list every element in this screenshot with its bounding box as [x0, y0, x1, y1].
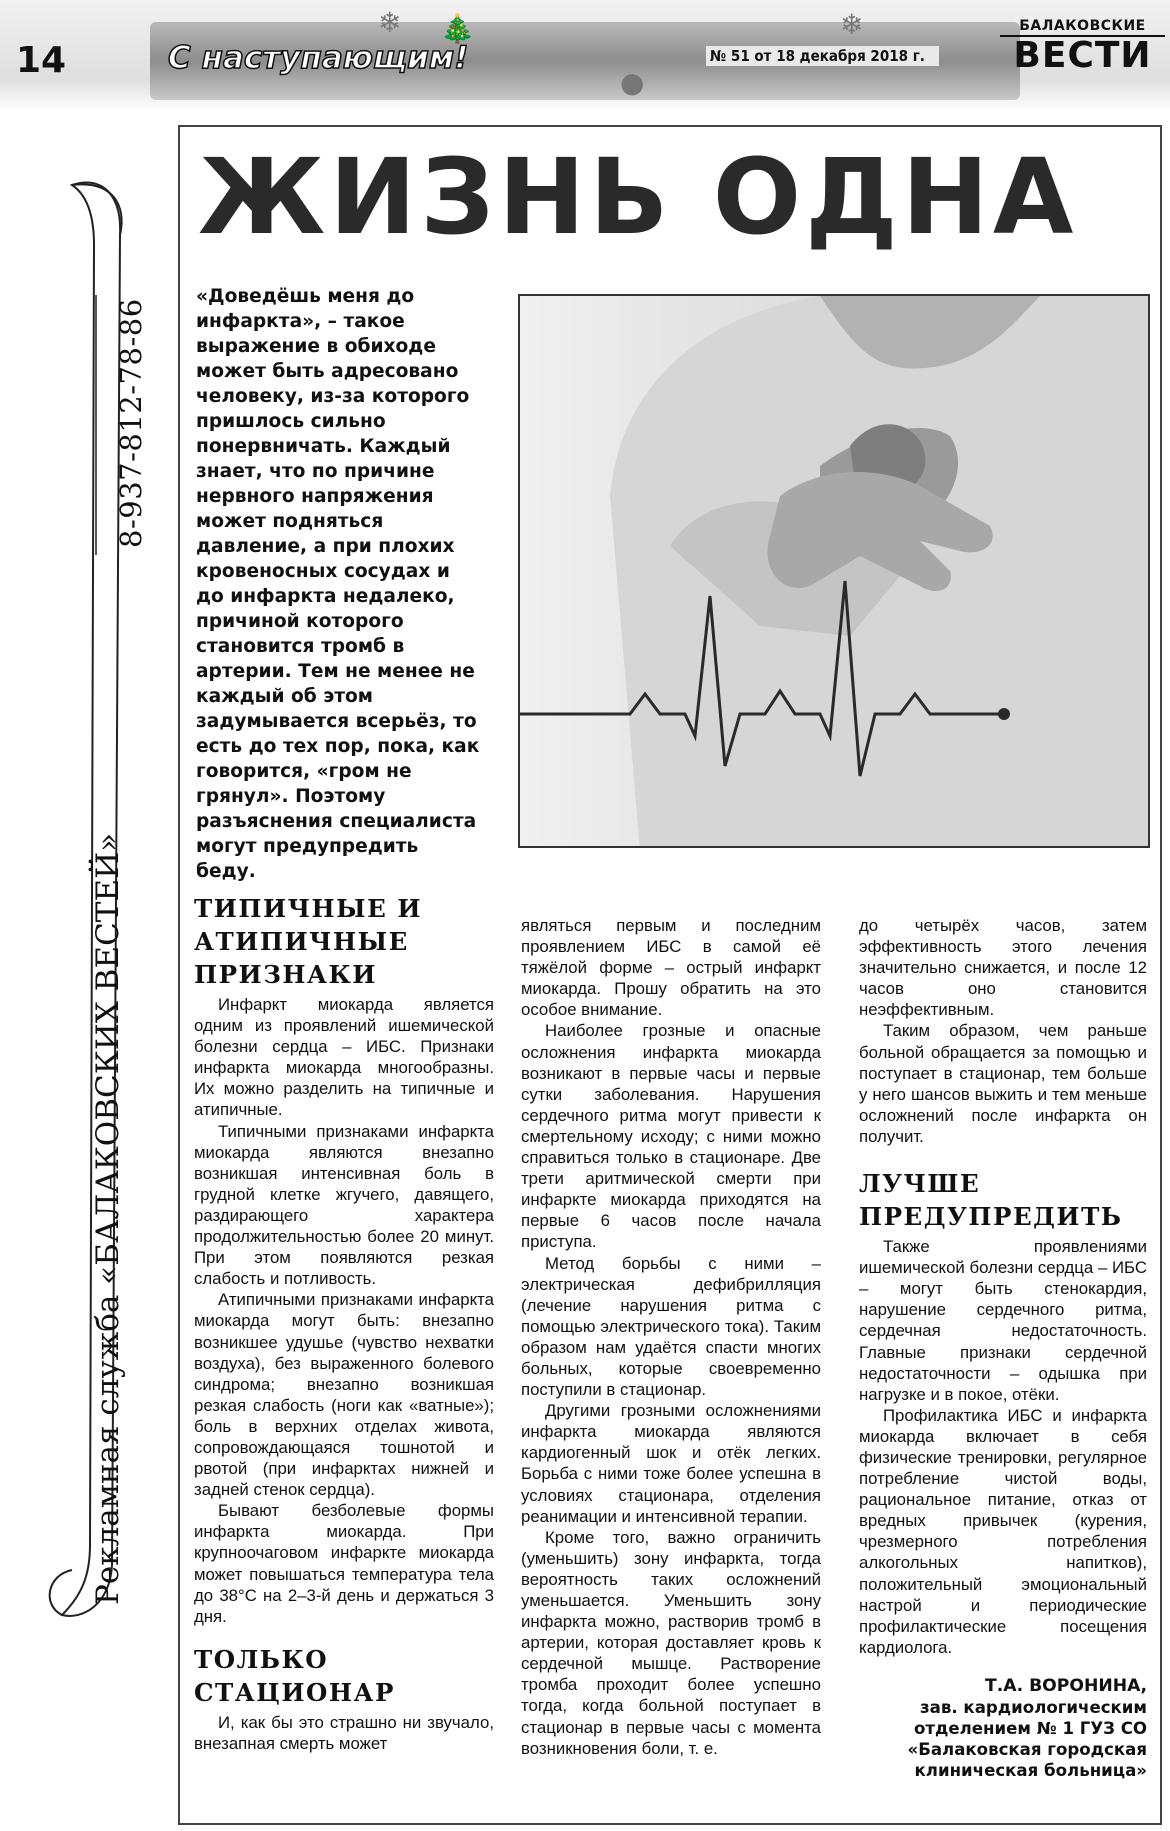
article-column-1: [194, 892, 494, 1754]
subhead-prevention: ЛУЧШЕ ПРЕДУПРЕДИТЬ: [859, 1169, 1123, 1232]
paragraph: И, как бы это страшно ни звучало, внезапная смерть может: [194, 1712, 494, 1753]
ad-service-label: Рекламная служба «БАЛАКОВСКИХ ВЕСТЕЙ»: [90, 832, 126, 1605]
paragraph: Наиболее грозные и опасные осложнения инфаркта миокарда возникают в первые часы и первые сутки заболевания. Нарушения сердечного ритма могут привести к смертельному исходу; с ними можно справиться только в стационаре. Две трети аритмической смерти при инфаркте миокарда приходятся на первые 6 часов после начала приступа.: [521, 1021, 821, 1252]
paragraph: Кроме того, важно ограничить (уменьшить) зону инфаркта, тогда вероятность таких осложнений уменьшается. Уменьшить зону инфаркта можно, растворив тромб в артерии, которая доставляет кровь к сердечной мышце. Растворение тромба проходит более успешно тогда, когда больной поступает в стационар в первые часы с момента возникновения боли, т. е.: [521, 1527, 821, 1758]
lead-paragraph: «Доведёшь меня до инфаркта», – такое выражение в обиходе может быть адресовано человеку, из-за которого пришлось сильно понервничать. Каждый знает, что по причине нервного напряжения может подняться давление, а при плохих кровеносных сосудах и до инфаркта недалеко, причиной которого становится тромб в артерии. Тем не менее не каждый об этом задумывается всерьёз, то есть до тех пор, пока, как говорится, «гром не грянул». Поэтому разъяснения специалиста могут предупредить беду.: [196, 286, 480, 882]
heart-attack-illustration: [520, 296, 1150, 848]
snowflake-icon: ❄: [840, 8, 864, 41]
article-column-2: [521, 915, 821, 1759]
page-number: 14: [16, 40, 67, 81]
paragraph: Также проявлениями ишемической болезни сердца – ИБС – могут быть стенокардия, нарушение сердечного ритма, сердечная недостаточность. Главные признаки сердечной недостаточности – одышка при нагрузке и в покое, отёки.: [859, 1237, 1147, 1404]
paragraph: Другими грозными осложнениями инфаркта миокарда являются кардиогенный шок и отёк легких. Борьба с ними тоже более успешна в условиях стационара, отделения реанимации и интенсивной терапии.: [521, 1401, 821, 1526]
snowflake-icon: ❄: [378, 6, 402, 39]
page-header: [0, 0, 1170, 112]
paragraph: до четырёх часов, затем эффективность этого лечения значительно снижается, и после 12 часов оно становится неэффективным.: [859, 916, 1147, 1020]
newspaper-logo: [1000, 18, 1165, 75]
logo-main-line: ВЕСТИ: [1013, 35, 1152, 76]
logo-top-line: БАЛАКОВСКИЕ: [1000, 18, 1165, 37]
article-headline: ЖИЗНЬ ОДНА: [198, 136, 1078, 258]
paragraph: Бывают безболевые формы инфаркта миокарда. При крупноочаговом инфаркте миокарда может повышаться температура тела до 38°С на 2–3-й день и держаться 3 дня.: [194, 1501, 494, 1626]
tree-icon: 🎄: [440, 12, 475, 45]
paragraph: Профилактика ИБС и инфаркта миокарда включает в себя физические тренировки, регулярное потребление чистой воды, рациональное питание, отказ от вредных привычек (курения, чрезмерного потребления алкогольных напитков), положительный эмоциональный настрой и периодические профилактические посещения кардиолога.: [859, 1405, 1147, 1657]
paragraph: Типичными признаками инфаркта миокарда являются внезапно возникшая интенсивная боль в грудной клетке жгучего, давящего, раздирающего характера продолжительностью более 20 минут. При этом появляются резкая слабость и потливость.: [194, 1121, 494, 1289]
article-photo: [518, 294, 1150, 848]
holiday-greeting: С наступающим!: [168, 40, 469, 76]
paragraph: являться первым и последним проявлением ИБС в самой её тяжёлой форме – острый инфаркт миокарда. Прошу обратить на это особое внимание.: [521, 916, 821, 1020]
author-name: Т.А. ВОРОНИНА,: [985, 1675, 1147, 1696]
article-lead: [196, 284, 481, 884]
ad-phone: 8-937-812-78-86: [114, 298, 148, 548]
article-column-3: [859, 915, 1147, 1781]
paragraph: Атипичными признаками инфаркта миокарда могут быть: внезапно возникшее удушье (чувство нехватки воздуха), без выраженного болевого синдрома; внезапно возникшая резкая слабость (ноги как «ватные»); боль в верхних отделах живота, сопровождающаяся тошнотой и рвотой (при инфарктах нижней и задней стенок сердца).: [194, 1290, 494, 1500]
author-title: зав. кардиологическим отделением № 1 ГУЗ СО «Балаковская городская клиническая больница»: [907, 1697, 1147, 1780]
issue-info: № 51 от 18 декабря 2018 г.: [706, 46, 939, 66]
subhead-symptoms: ТИПИЧНЫЕ И АТИПИЧНЫЕ ПРИЗНАКИ: [194, 894, 422, 989]
paragraph: Таким образом, чем раньше больной обращается за помощью и поступает в стационар, тем больше у него шансов выжить и тем меньше осложнений после инфаркта он получит.: [859, 1021, 1147, 1146]
ornament-icon: ●: [620, 66, 645, 99]
paragraph: Метод борьбы с ними – электрическая дефибрилляция (лечение нарушения ритма с помощью электрического тока). Таким образом нам удаётся спасти многих больных, которые своевременно поступили в стационар.: [521, 1253, 821, 1400]
paragraph: Инфаркт миокарда является одним из проявлений ишемической болезни сердца – ИБС. Признаки инфаркта миокарда многообразны. Их можно разделить на типичные и атипичные.: [194, 995, 494, 1120]
subhead-hospital: ТОЛЬКО СТАЦИОНАР: [194, 1644, 395, 1707]
article-author: [859, 1676, 1147, 1781]
